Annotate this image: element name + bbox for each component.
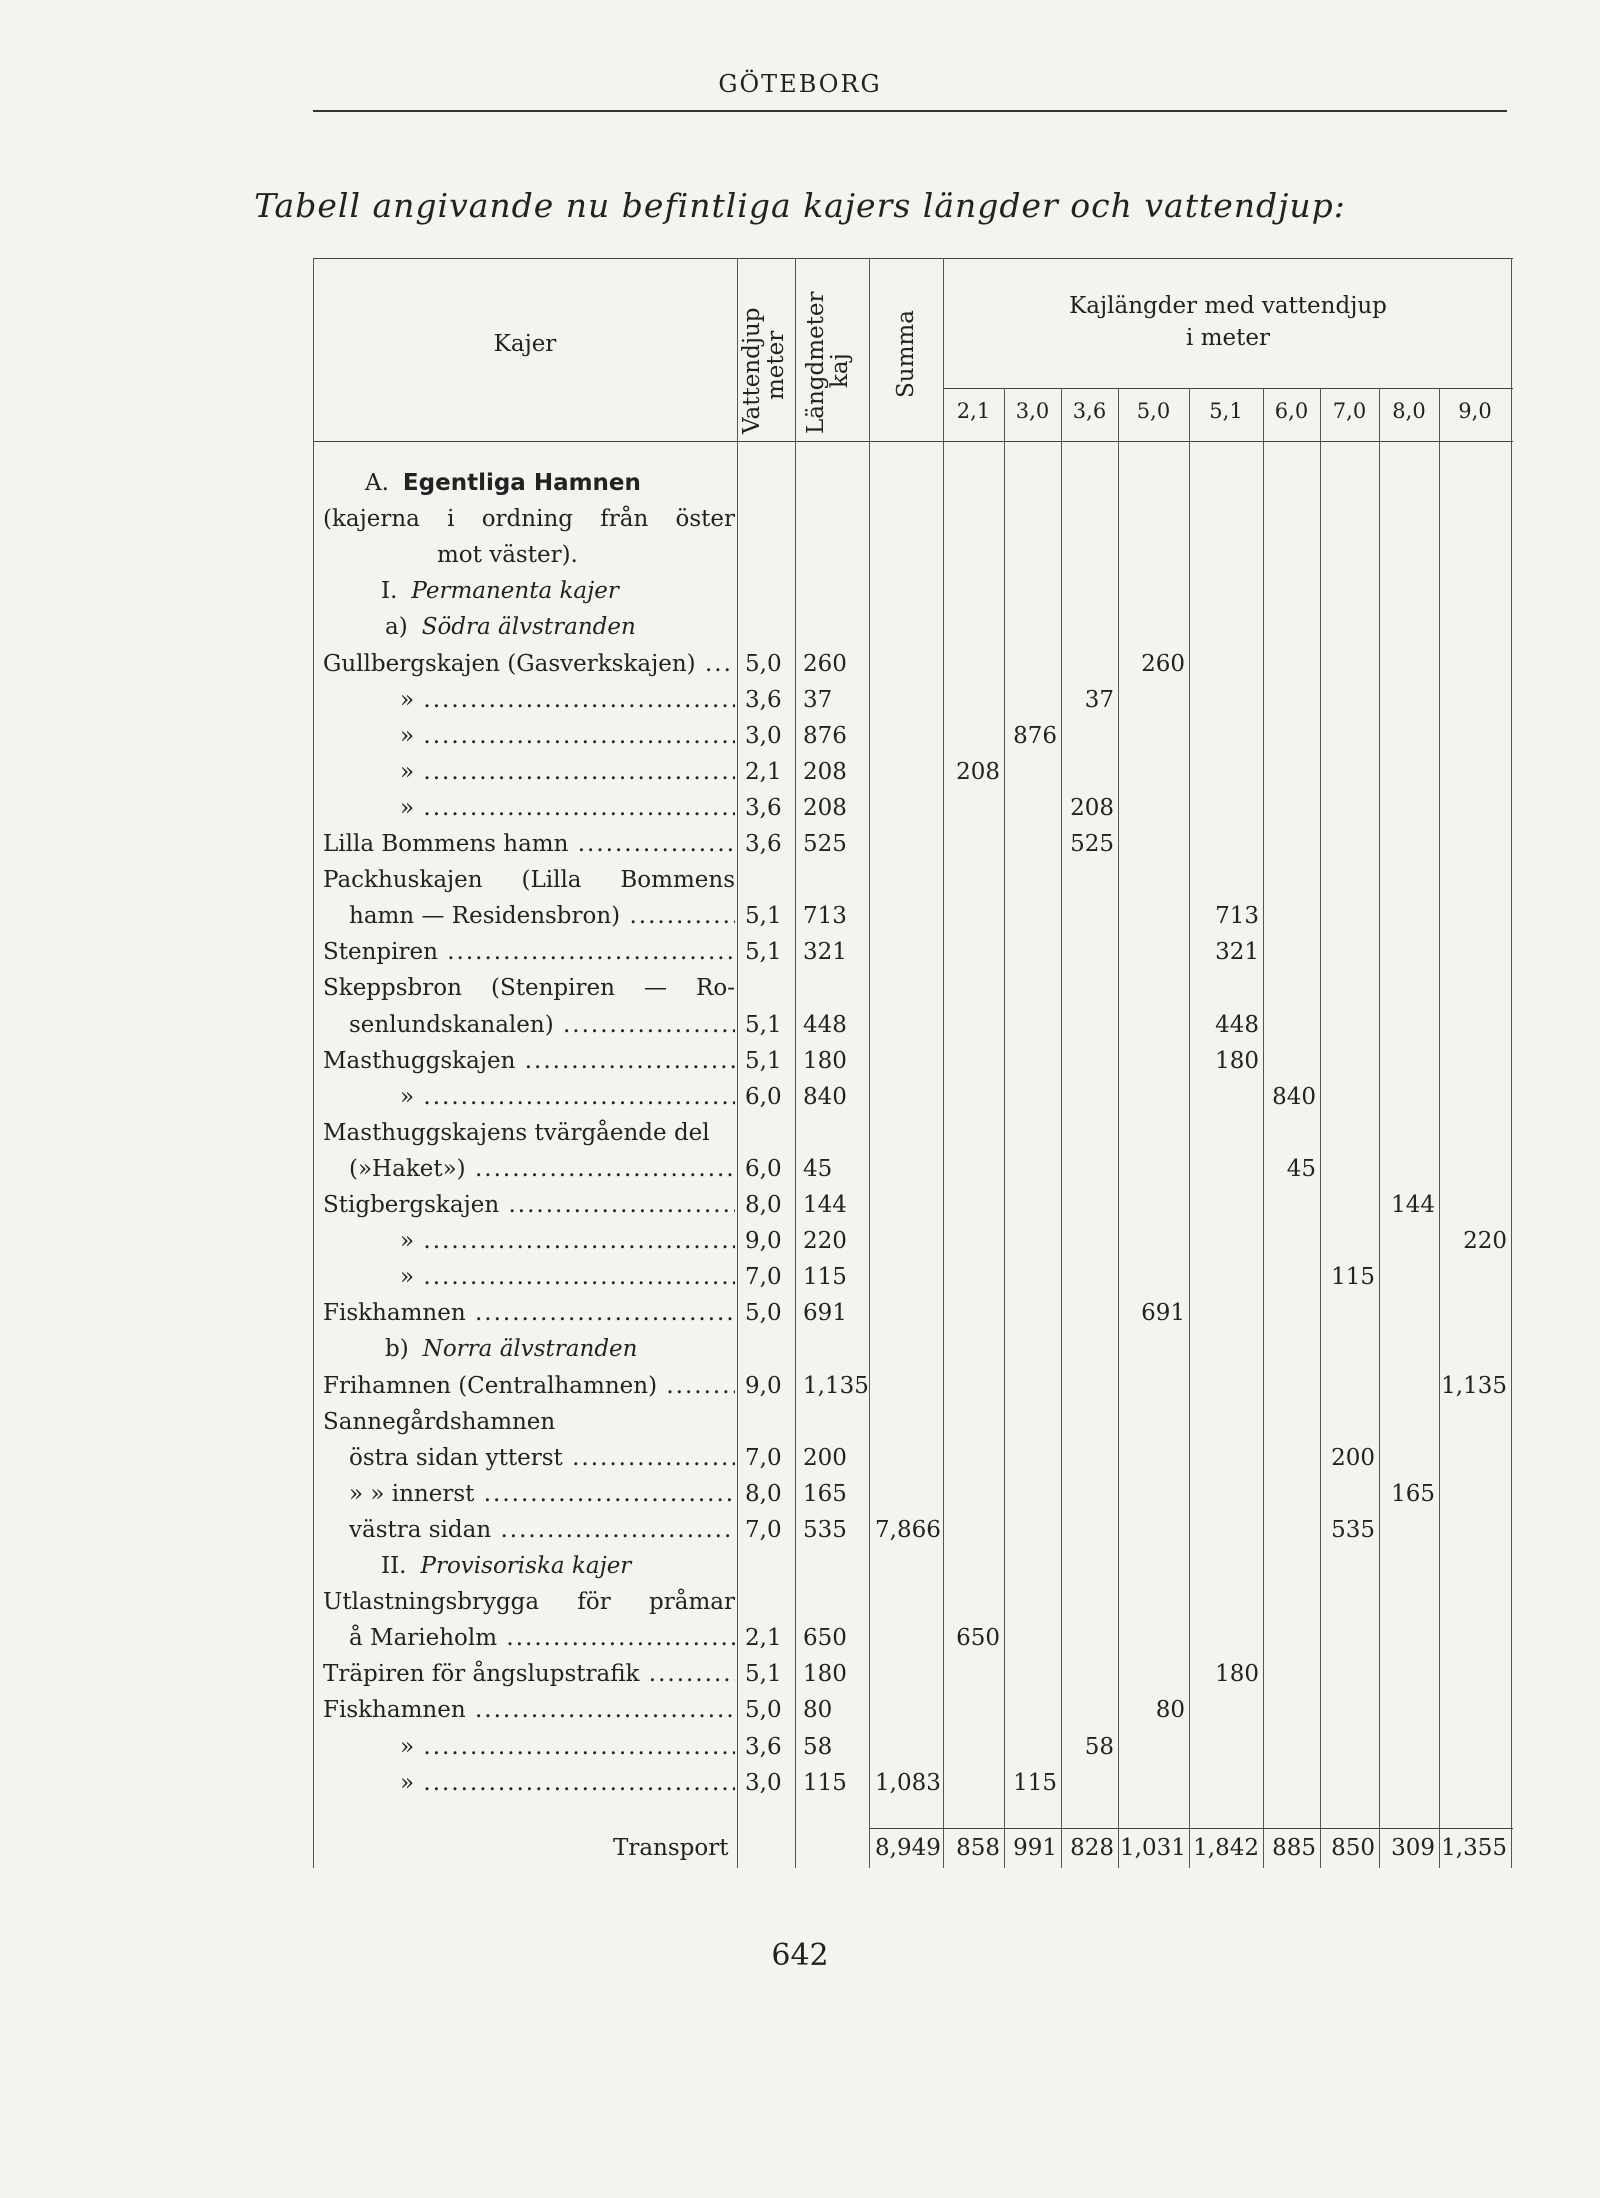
row-label: » ..... [400,1079,735,1115]
table-row [313,1548,1513,1584]
subsection-number: a) [385,614,408,641]
row-label [381,573,619,609]
table-row [313,1584,1513,1620]
depth-value-cell: 200 [1331,1444,1375,1471]
transport-value-6: 850 [1331,1835,1375,1861]
depth-value-cell: 115 [1331,1264,1375,1291]
depth-value-cell: 58 [1084,1733,1114,1760]
depth-value-cell: 650 [956,1625,1000,1652]
length-cell: 260 [803,650,847,677]
transport-value-2: 828 [1070,1835,1114,1861]
row-label [381,1548,631,1584]
header-vattendjup: Vattendjup meter [739,307,789,434]
table-row [313,1368,1513,1404]
header-bottom-rule [313,441,1513,442]
depth-header-8: 9,0 [1458,399,1492,423]
transport-label: Transport [613,1835,729,1861]
length-cell: 208 [803,794,847,821]
table-row [313,537,1513,573]
table-row [313,1692,1513,1728]
subsection-title: Södra älvstranden [421,614,636,641]
transport-value-5: 885 [1272,1835,1316,1861]
depth-cell: 5,0 [745,1697,782,1724]
row-label: » ..... [400,1729,735,1765]
depth-value-cell: 876 [1013,722,1057,749]
row-label: » ..... [400,754,735,790]
length-cell: 208 [803,758,847,785]
depth-cell: 7,0 [745,1516,782,1543]
length-cell: 1,135 [803,1372,869,1399]
row-label: Packhuskajen (Lilla Bommens [323,867,735,894]
depth-cell: 9,0 [745,1228,782,1255]
depth-cell: 3,0 [745,722,782,749]
row-label [385,609,636,645]
length-cell: 713 [803,903,847,930]
transport-value-1: 991 [1013,1835,1057,1861]
table-row [313,898,1513,934]
table-row [313,682,1513,718]
depth-cell: 5,1 [745,1661,782,1688]
row-label: Fiskhamnen ..... [323,1295,735,1331]
depth-cell: 5,1 [745,939,782,966]
depth-value-cell: 144 [1391,1192,1435,1218]
table-row [313,1620,1513,1656]
table-row [313,1079,1513,1115]
table-row [313,1007,1513,1043]
table-row [313,609,1513,645]
depth-value-cell: 45 [1286,1155,1316,1182]
length-cell: 525 [803,831,847,857]
header-kajlangder: Kajlängder med vattendjup i meter [1069,293,1387,351]
depth-header-2: 3,6 [1072,399,1107,423]
row-label: » ..... [400,1223,735,1259]
row-label: Frihamnen (Centralhamnen) ..... [323,1368,735,1404]
section-number: A. [365,470,389,496]
row-label [365,465,641,501]
subsection-title: Permanenta kajer [411,578,619,605]
table-row [313,1765,1513,1801]
depth-value-cell: 220 [1463,1228,1507,1255]
running-head: GÖTEBORG [718,70,882,98]
length-cell: 321 [803,939,847,966]
transport-row [313,1830,1513,1866]
subsection-number: b) [385,1336,409,1363]
length-cell: 220 [803,1228,847,1255]
depth-value-cell: 1,135 [1441,1372,1507,1399]
table-row [313,970,1513,1006]
depth-cell: 6,0 [745,1155,782,1182]
depth-value-cell: 448 [1215,1011,1259,1038]
row-label: Träpiren för ångslupstrafik ..... [323,1656,735,1692]
transport-value-7: 309 [1391,1835,1435,1861]
depth-cell: 6,0 [745,1083,782,1110]
table-row [313,754,1513,790]
header-summa: Summa [893,310,919,398]
length-cell: 115 [803,1769,847,1796]
depth-subheader-rule [943,388,1513,389]
length-cell: 691 [803,1300,847,1327]
length-cell: 650 [803,1625,847,1652]
depth-cell: 3,0 [745,1769,782,1796]
table-row [313,1115,1513,1151]
table-row [313,1043,1513,1079]
depth-value-cell: 208 [1070,794,1114,821]
depth-cell: 2,1 [745,1625,782,1652]
depth-header-0: 2,1 [956,399,991,423]
row-label: östra sidan ytterst ..... [349,1440,735,1476]
length-cell: 165 [803,1480,847,1507]
table-row [313,1331,1513,1367]
section-title: Egentliga Hamnen [402,470,641,496]
transport-value-8: 1,355 [1441,1835,1507,1861]
length-cell: 448 [803,1011,847,1038]
row-label: Utlastningsbrygga för pråmar [323,1589,735,1616]
depth-value-cell: 115 [1013,1769,1057,1796]
depth-value-cell: 37 [1084,686,1114,713]
row-label: » ..... [400,1259,735,1295]
depth-value-cell: 713 [1215,903,1259,930]
table-row [313,1187,1513,1223]
table-row [313,1404,1513,1440]
depth-header-6: 7,0 [1332,399,1367,423]
subsection-number: I. [381,578,398,605]
table-row [313,826,1513,862]
row-label: västra sidan ..... [349,1512,735,1548]
length-cell: 37 [803,686,833,713]
depth-header-3: 5,0 [1136,399,1171,423]
table-row [313,1295,1513,1331]
table-row [313,1476,1513,1512]
depth-cell: 3,6 [745,686,782,713]
table-title: Tabell angivande nu befintliga kajers längder och vattendjup: [254,186,1346,225]
table-row [313,718,1513,754]
depth-cell: 7,0 [745,1444,782,1471]
depth-cell: 8,0 [745,1192,782,1218]
length-cell: 144 [803,1192,847,1218]
transport-value-4: 1,842 [1193,1835,1259,1861]
depth-cell: 2,1 [745,758,782,785]
row-label: Stigbergskajen ..... [323,1187,735,1223]
row-label: Skeppsbron (Stenpiren — Ro- [323,975,735,1002]
row-label: » ..... [400,682,735,718]
length-cell: 115 [803,1264,847,1291]
row-label: Masthuggskajen ..... [323,1043,735,1079]
depth-cell: 5,1 [745,1047,782,1074]
summa-cell: 7,866 [875,1516,941,1543]
depth-value-cell: 165 [1391,1480,1435,1507]
depth-header-5: 6,0 [1274,399,1309,423]
depth-cell: 3,6 [745,831,782,857]
length-cell: 180 [803,1047,847,1074]
subsection-title: Norra älvstranden [422,1336,638,1363]
table-row [313,862,1513,898]
depth-value-cell: 525 [1070,831,1114,857]
row-label: » » innerst ..... [349,1476,735,1512]
header-langdmeter: Längdmeter kaj [803,291,853,434]
depth-value-cell: 840 [1272,1083,1316,1110]
row-label: å Marieholm ..... [349,1620,735,1656]
table-row [313,646,1513,682]
table-row [313,1729,1513,1765]
row-label: senlundskanalen) ..... [349,1007,735,1043]
table-row [313,934,1513,970]
table-row [313,1223,1513,1259]
length-cell: 45 [803,1155,833,1182]
quay-table [313,258,1513,1868]
transport-value-0: 858 [956,1835,1000,1861]
length-cell: 80 [803,1697,833,1724]
table-row [313,1440,1513,1476]
depth-cell: 9,0 [745,1372,782,1399]
length-cell: 876 [803,722,847,749]
row-label: » ..... [400,790,735,826]
length-cell: 840 [803,1083,847,1110]
depth-cell: 3,6 [745,794,782,821]
table-row [313,501,1513,537]
table-row [313,1656,1513,1692]
table-row [313,1259,1513,1295]
depth-value-cell: 80 [1155,1697,1185,1724]
depth-cell: 5,1 [745,903,782,930]
row-label: Lilla Bommens hamn ..... [323,826,735,862]
depth-header-4: 5,1 [1209,399,1243,423]
length-cell: 58 [803,1733,833,1760]
row-label: Masthuggskajens tvärgående del [323,1119,710,1146]
depth-cell: 5,0 [745,650,782,677]
summa-cell: 1,083 [875,1769,941,1796]
row-label: hamn — Residensbron) ..... [349,898,735,934]
table-row [313,1151,1513,1187]
row-label: » ..... [400,1765,735,1801]
length-cell: 535 [803,1516,847,1543]
row-label: Sannegårdshamnen [323,1408,556,1435]
row-label: (kajerna i ordning från öster [323,506,735,533]
transport-value-3: 1,031 [1120,1835,1186,1861]
page-number: 642 [771,1938,829,1973]
row-label: mot väster). [437,542,578,569]
depth-value-cell: 321 [1215,939,1259,966]
row-label: Stenpiren ..... [323,934,735,970]
table-row [313,573,1513,609]
depth-header-7: 8,0 [1392,399,1426,423]
depth-value-cell: 260 [1141,650,1185,677]
depth-cell: 8,0 [745,1480,782,1507]
length-cell: 180 [803,1661,847,1688]
header-kajer: Kajer [493,331,557,357]
subsection-title: Provisoriska kajer [420,1553,632,1579]
row-label: Fiskhamnen ..... [323,1692,735,1728]
depth-value-cell: 180 [1215,1047,1259,1074]
depth-value-cell: 180 [1215,1661,1259,1688]
depth-value-cell: 691 [1141,1300,1185,1327]
table-row [313,465,1513,501]
depth-cell: 3,6 [745,1733,782,1760]
depth-header-1: 3,0 [1015,399,1050,423]
row-label: » ..... [400,718,735,754]
table-top-rule [313,258,1513,259]
depth-value-cell: 535 [1331,1516,1375,1543]
depth-cell: 7,0 [745,1264,782,1291]
depth-cell: 5,1 [745,1011,782,1038]
length-cell: 200 [803,1444,847,1471]
depth-value-cell: 208 [956,758,1000,785]
table-row [313,1512,1513,1548]
table-row [313,790,1513,826]
transport-rule [869,1828,1513,1829]
depth-cell: 5,0 [745,1300,782,1327]
subsection-number: II. [381,1553,407,1579]
row-label [385,1331,637,1367]
header-rule [313,110,1507,112]
transport-summa: 8,949 [875,1835,941,1861]
row-label: (»Haket») ..... [349,1151,735,1187]
row-label: Gullbergskajen (Gasverkskajen) ..... [323,646,735,682]
